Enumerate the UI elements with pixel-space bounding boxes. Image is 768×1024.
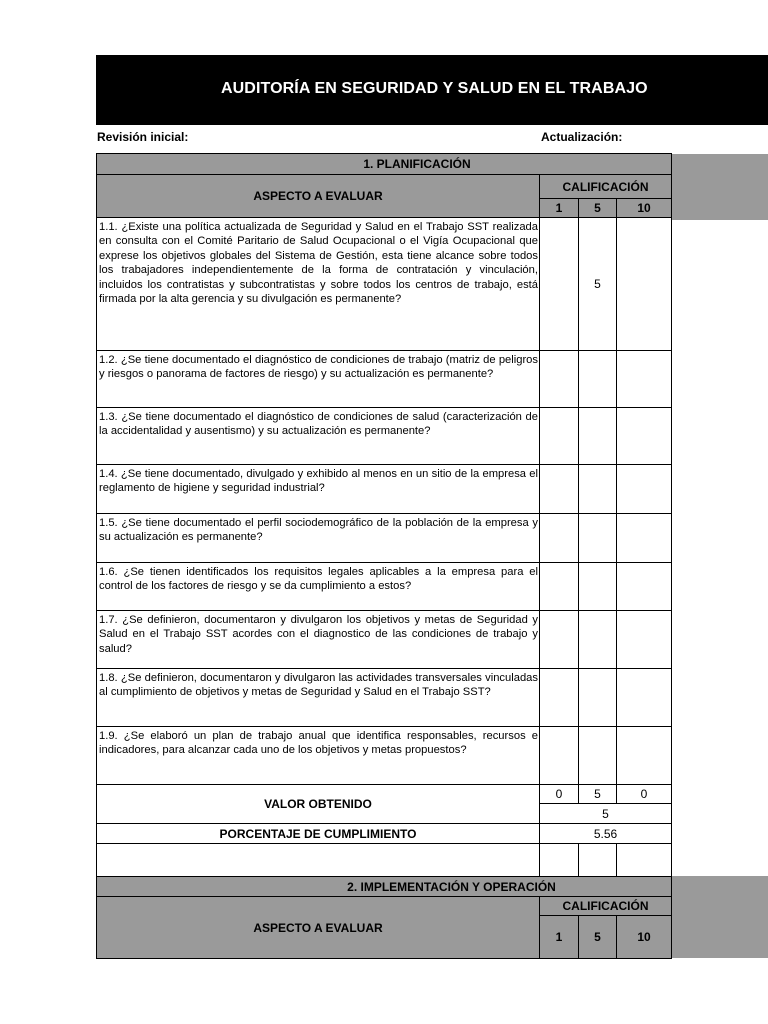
rating-header xyxy=(539,896,672,916)
rating-cell-5[interactable] xyxy=(578,513,617,563)
rating-level-label: 5 xyxy=(594,201,601,215)
question-text: 1.8. ¿Se definieron, documentaron y divulgaron las actividades transversales vinculadas al cumplimiento de objetivos y metas de Seguridad y Salud en el Trabajo SST? xyxy=(96,668,540,727)
aspect-header xyxy=(96,174,540,218)
empty-cell xyxy=(616,843,672,877)
rating-cell-5[interactable] xyxy=(578,562,617,611)
rating-level-label: 5 xyxy=(594,930,601,944)
rating-header-label: CALIFICACIÓN xyxy=(562,179,649,194)
question-text: 1.3. ¿Se tiene documentado el diagnóstico de condiciones de salud (caracterización de la accidentalidad y ausentismo) y su actualización es permanente? xyxy=(96,407,540,465)
rating-level-5 xyxy=(578,198,617,218)
question-text: 1.4. ¿Se tiene documentado, divulgado y exhibido al menos en un sitio de la empresa el reglamento de higiene y seguridad industrial? xyxy=(96,464,540,514)
aspect-header xyxy=(96,896,540,959)
value-level-1: 0 xyxy=(539,784,579,804)
update-label: Actualización: xyxy=(541,130,623,144)
rating-cell-1[interactable] xyxy=(539,407,579,465)
percentage-label: PORCENTAJE DE CUMPLIMIENTO xyxy=(96,823,540,844)
page-title: AUDITORÍA EN SEGURIDAD Y SALUD EN EL TRABAJO xyxy=(221,80,648,97)
rating-cell-10[interactable] xyxy=(616,610,672,669)
section-title: 2. IMPLEMENTACIÓN Y OPERACIÓN xyxy=(347,879,556,894)
rating-cell-5[interactable] xyxy=(578,610,617,669)
section-header-implementacion xyxy=(96,876,672,897)
rating-level-label: 1 xyxy=(555,201,563,215)
rating-cell-10[interactable] xyxy=(616,668,672,727)
value-level-10: 0 xyxy=(616,784,672,804)
empty-cell xyxy=(96,843,540,877)
rating-cell-10[interactable] xyxy=(616,407,672,465)
empty-cell xyxy=(539,843,579,877)
rating-level-1 xyxy=(539,915,579,959)
gray-margin-top xyxy=(672,154,768,220)
rating-cell-1[interactable] xyxy=(539,610,579,669)
rating-level-10 xyxy=(616,915,672,959)
question-text: 1.9. ¿Se elaboró un plan de trabajo anual que identifica responsables, recursos e indicadores, para alcanzar cada uno de los objetivos y metas propuestos? xyxy=(96,726,540,785)
rating-cell-1[interactable] xyxy=(539,668,579,727)
question-text: 1.7. ¿Se definieron, documentaron y divulgaron los objetivos y metas de Seguridad y Salud en el Trabajo SST acordes con el diagnostico de las condiciones de trabajo y salud? xyxy=(96,610,540,669)
aspect-header-label: ASPECTO A EVALUAR xyxy=(253,189,383,203)
section-title: 1. PLANIFICACIÓN xyxy=(363,157,471,171)
question-text: 1.2. ¿Se tiene documentado el diagnóstico de condiciones de trabajo (matriz de peligros y riesgos o panorama de factores de riesgo) y su actualización es permanente? xyxy=(96,350,540,408)
rating-cell-10[interactable] xyxy=(616,513,672,563)
gray-margin-bottom xyxy=(672,876,768,958)
value-total: 5 xyxy=(539,803,672,824)
rating-header-label: CALIFICACIÓN xyxy=(562,899,649,913)
percentage-value: 5.56 xyxy=(539,823,672,844)
rating-cell-1[interactable] xyxy=(539,562,579,611)
rating-cell-10[interactable] xyxy=(616,350,672,408)
rating-cell-1[interactable] xyxy=(539,217,579,351)
aspect-header-label: ASPECTO A EVALUAR xyxy=(253,920,383,935)
rating-header xyxy=(539,174,672,199)
value-obtained-label: VALOR OBTENIDO xyxy=(96,784,540,824)
rating-level-label: 10 xyxy=(637,201,651,215)
value-level-5: 5 xyxy=(578,784,617,804)
rating-level-label: 1 xyxy=(555,930,563,944)
empty-cell xyxy=(578,843,617,877)
section-header-planificacion xyxy=(96,153,672,175)
rating-cell-1[interactable] xyxy=(539,513,579,563)
rating-cell-10[interactable] xyxy=(616,562,672,611)
rating-cell-1[interactable] xyxy=(539,350,579,408)
rating-cell-5[interactable]: 5 xyxy=(578,217,617,351)
rating-cell-10[interactable] xyxy=(616,217,672,351)
header-bar xyxy=(96,55,768,125)
rating-cell-5[interactable] xyxy=(578,464,617,514)
question-text: 1.6. ¿Se tienen identificados los requisitos legales aplicables a la empresa para el control de los factores de riesgo y se da cumplimiento a estos? xyxy=(96,562,540,611)
rating-level-10 xyxy=(616,198,672,218)
rating-cell-1[interactable] xyxy=(539,464,579,514)
rating-cell-1[interactable] xyxy=(539,726,579,785)
rating-level-5 xyxy=(578,915,617,959)
question-text: 1.1. ¿Existe una política actualizada de Seguridad y Salud en el Trabajo SST realizada en consulta con el Comité Paritario de Salud Ocupacional o el Vigía Ocupacional que exprese los objetivos globales del Sistema de Gestión, esta tiene alcance sobre todos los trabajadores independientemente de la forma de contratación y vinculación, incluidos los contratistas y subcontratistas y sobre todos los centros de trabajo, está firmada por la alta gerencia y su divulgación es permanente? xyxy=(96,217,540,351)
rating-level-1 xyxy=(539,198,579,218)
rating-cell-10[interactable] xyxy=(616,726,672,785)
rating-cell-5[interactable] xyxy=(578,407,617,465)
revision-label: Revisión inicial: xyxy=(97,130,189,144)
rating-cell-5[interactable] xyxy=(578,668,617,727)
rating-cell-5[interactable] xyxy=(578,726,617,785)
rating-cell-5[interactable] xyxy=(578,350,617,408)
rating-level-label: 10 xyxy=(637,930,651,944)
rating-cell-10[interactable] xyxy=(616,464,672,514)
question-text: 1.5. ¿Se tiene documentado el perfil sociodemográfico de la población de la empresa y su actualización es permanente? xyxy=(96,513,540,563)
